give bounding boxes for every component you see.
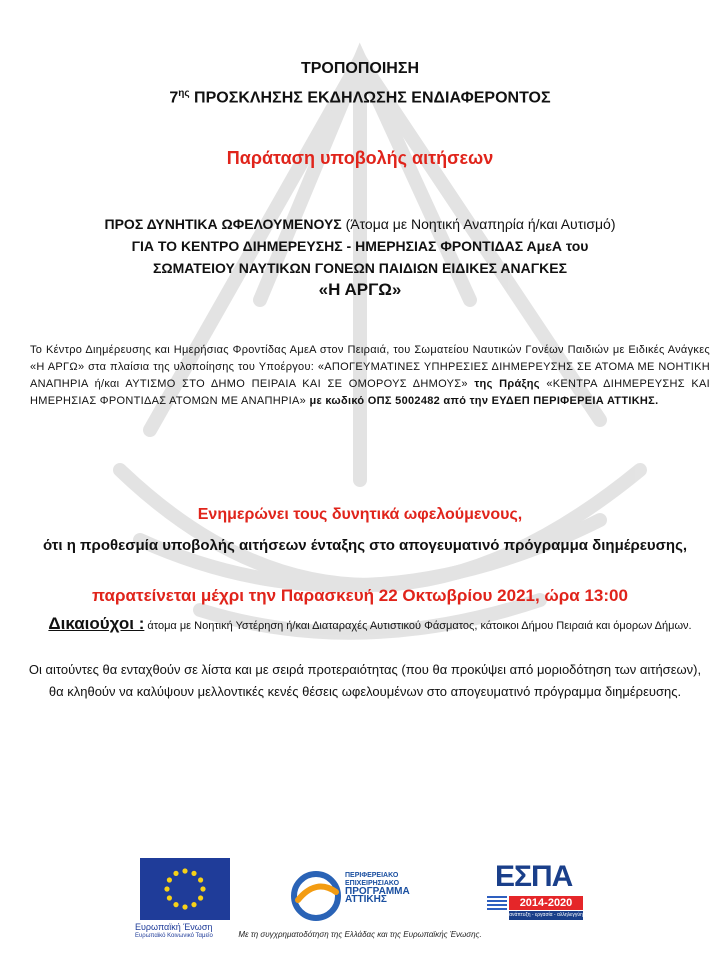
eu-flag-icon xyxy=(140,858,230,920)
espa-years: 2014-2020 xyxy=(509,896,583,910)
pep-attica-text xyxy=(345,872,410,904)
pep-line3: ΠΡΟΓΡΑΜΜΑ xyxy=(345,886,410,897)
recipients-paren: (Άτομα με Νοητική Αναπηρία ή/και Αυτισμό) xyxy=(345,216,616,232)
beneficiaries-block xyxy=(25,614,715,636)
beneficiaries-text: άτομα με Νοητική Υστέρηση ή/και Διαταραχές Αυτιστικού Φάσματος, κάτοικοι Δήμου Πειραιά και όμορων Δήμων. xyxy=(144,620,692,632)
extension-heading: Παράταση υποβολής αιτήσεων xyxy=(226,148,494,168)
intro-subproject: «ΑΠΟΓΕΥΜΑΤΙΝΕΣ ΥΠΗΡΕΣΙΕΣ ΔΙΗΜΕΡΕΥΣΗΣ ΣΕ ΑΤΟΜΑ ΜΕ ΝΟΗΤΙΚΗ ΑΝΑΠΗΡΙΑ ή/και ΑΥΤΙΣΜΟ ΣΤΟ ΔΗΜΟ ΠΕΙΡΑΙΑ ΚΑΙ ΣΕ ΟΜΟΡΟΥΣ ΔΗΜΟΥΣ» xyxy=(30,361,710,390)
eu-fund-caption: Ευρωπαϊκό Κοινωνικό Ταμείο xyxy=(135,933,213,939)
espa-logo xyxy=(487,858,587,930)
recipients-line1: ΠΡΟΣ ΔΥΝΗΤΙΚΑ ΩΦΕΛΟΥΜΕΝΟΥΣ xyxy=(104,216,346,232)
document-subtitle xyxy=(0,88,720,107)
pep-line2: ΕΠΙΧΕΙΡΗΣΙΑΚΟ xyxy=(345,880,400,887)
pep-attica-logo-icon xyxy=(290,870,342,922)
eu-caption: Ευρωπαϊκή Ένωση xyxy=(135,922,213,932)
espa-title: ΕΣΠΑ xyxy=(495,860,573,893)
deadline-description: ότι η προθεσμία υποβολής αιτήσεων ένταξης στο απογευματινό πρόγραμμα διημέρευσης, xyxy=(42,537,688,554)
greek-flag-icon xyxy=(487,896,507,910)
pep-line1: ΠΕΡΙΦΕΡΕΙΑΚΟ xyxy=(345,872,399,879)
document-title: ΤΡΟΠΟΠΟΙΗΣΗ xyxy=(300,60,420,77)
intro-action: «ΚΕΝΤΡΑ ΔΙΗΜΕΡΕΥΣΗΣ ΚΑΙ ΗΜΕΡΗΣΙΑΣ ΦΡΟΝΤΙΔΑΣ ΑΤΟΜΩΝ ΜΕ ΑΝΑΠΗΡΙΑ» xyxy=(30,378,710,407)
recipients-argo: «Η ΑΡΓΩ» xyxy=(318,280,402,299)
subtitle-text: ΠΡΟΣΚΛΗΣΗΣ ΕΚΔΗΛΩΣΗΣ ΕΝΔΙΑΦΕΡΟΝΤΟΣ xyxy=(189,89,551,107)
intro-part2: της Πράξης xyxy=(467,378,547,390)
cofunding-note: Με τη συγχρηματοδότηση της Ελλάδας και της Ευρωπαϊκής Ένωσης. xyxy=(238,930,482,939)
pep-line4: ΑΤΤΙΚΗΣ xyxy=(345,894,387,905)
ordinal-number: 7 xyxy=(169,89,179,107)
intro-paragraph xyxy=(30,342,710,410)
espa-tagline: ανάπτυξη - εργασία - αλληλεγγύη xyxy=(509,912,583,918)
ordinal-suffix: ης xyxy=(178,88,190,99)
recipients-line3: ΣΩΜΑΤΕΙΟΥ ΝΑΥΤΙΚΩΝ ΓΟΝΕΩΝ ΠΑΙΔΙΩΝ ΕΙΔΙΚΕΣ ΑΝΑΓΚΕΣ xyxy=(152,260,568,276)
informs-heading: Ενημερώνει τους δυνητικά ωφελούμενους, xyxy=(197,506,523,523)
recipients-block xyxy=(0,213,720,301)
intro-part1: Το Κέντρο Διημέρευσης και Ημερήσιας Φροντίδας ΑμεΑ στον Πειραιά, του Σωματείου Ναυτικών Γονέων Παιδιών με Ειδικές Ανάγκες «Η ΑΡΓΩ» στα πλαίσια της υλοποίησης του Υποέργου: xyxy=(30,344,710,373)
intro-part3: με κωδικό ΟΠΣ 5002482 από την ΕΥΔΕΠ ΠΕΡΙΦΕΡΕΙΑ ΑΤΤΙΚΗΣ. xyxy=(306,395,659,407)
deadline-date: παρατείνεται μέχρι την Παρασκευή 22 Οκτωβρίου 2021, ώρα 13:00 xyxy=(92,586,628,605)
recipients-line2: ΓΙΑ ΤΟ ΚΕΝΤΡΟ ΔΙΗΜΕΡΕΥΣΗΣ - ΗΜΕΡΗΣΙΑΣ ΦΡΟΝΤΙΔΑΣ ΑμεΑ του xyxy=(131,238,589,254)
beneficiaries-label: Δικαιούχοι : xyxy=(48,614,145,633)
closing-paragraph: Οι αιτούντες θα ενταχθούν σε λίστα και με σειρά προτεραιότητας (που θα προκύψει από μοριοδότηση των αιτήσεων), θα κληθούν να καλύψουν μελλοντικές κενές θέσεις ωφελουμένων στο απογευματινό πρόγραμμα διημέρευσης. xyxy=(28,662,702,699)
